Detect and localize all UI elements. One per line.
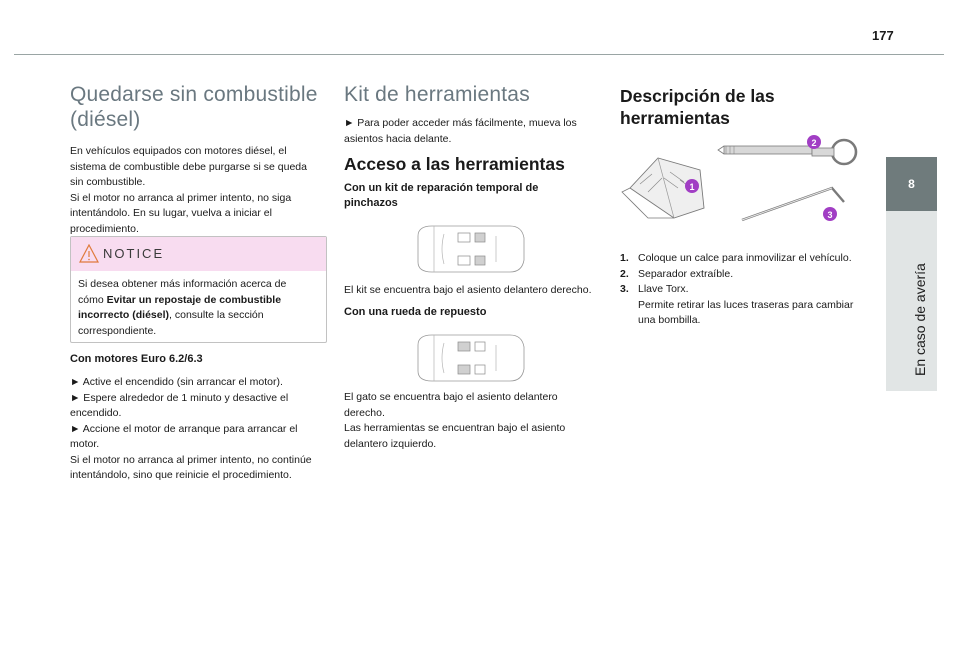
notice-line: correspondiente.: [78, 324, 157, 337]
notice-link[interactable]: Evitar un repostaje de combustible: [106, 293, 282, 306]
notice-text: , consulte la sección: [169, 309, 264, 321]
intro-line: procedimiento.: [70, 222, 139, 235]
engine-heading: Con motores Euro 6.2/6.3: [70, 353, 203, 365]
notice-header: [71, 237, 326, 271]
step-line: ► Active el encendido (sin arrancar el motor).: [70, 376, 283, 388]
vehicle-top-view-kit: [414, 222, 526, 276]
list-number: 3.: [620, 283, 629, 295]
intro-line: ► Para poder acceder más fácilmente, mueva los: [344, 117, 577, 129]
list-item: [620, 282, 870, 298]
list-item: [620, 267, 870, 283]
spare-line: derecho.: [344, 406, 385, 419]
notice-line: Si desea obtener más información acerca de: [78, 278, 287, 290]
marker-1: [685, 179, 699, 193]
repair-kit-heading: [344, 181, 606, 211]
spare-line: delantero izquierdo.: [344, 437, 437, 450]
spare-line: Las herramientas se encuentran bajo el asiento: [344, 422, 566, 434]
towing-eye-icon: [718, 140, 856, 164]
step-line: ► Espere alrededor de 1 minuto y desactive el: [70, 391, 289, 404]
intro-line: En vehículos equipados con motores diésel, el: [70, 145, 287, 157]
section-tool-description: [620, 85, 868, 129]
list-text: Llave Torx.: [638, 283, 689, 295]
step-line: encendido.: [70, 407, 122, 419]
notice-box: [70, 236, 327, 343]
section-fuel-out: [70, 82, 328, 237]
list-text: Coloque un calce para inmovilizar el vehículo.: [638, 252, 852, 264]
engine-section: [70, 352, 328, 484]
fuel-out-title-1: Quedarse sin combustible: [70, 83, 318, 106]
marker-2: [807, 135, 821, 149]
marker-3: [823, 207, 837, 221]
repair-kit-location: El kit se encuentra bajo el asiento delantero derecho.: [344, 284, 592, 296]
notice-text: cómo: [78, 293, 107, 306]
notice-line: [78, 308, 318, 324]
fuel-out-title-2: (diésel): [70, 108, 141, 131]
notice-link[interactable]: incorrecto (diésel): [78, 309, 170, 321]
list-number: 1.: [620, 252, 629, 264]
tools-list: [620, 251, 870, 329]
intro-line: Si el motor no arranca al primer intento, no siga: [70, 191, 292, 204]
section-tool-kit: [344, 82, 606, 147]
step-line: Si el motor no arranca al primer intento, no continúe: [70, 453, 312, 466]
top-rule: [14, 54, 944, 55]
intro-line: sin combustible.: [70, 176, 146, 188]
step-line: intentándolo, sino que reinicie el procedimiento.: [70, 469, 292, 481]
notice-title: NOTICE: [103, 246, 165, 261]
repair-kit-heading-line: pinchazos: [344, 197, 398, 209]
notice-line: [78, 293, 318, 309]
list-text: Separador extraíble.: [638, 267, 734, 280]
tool-kit-title: Kit de herramientas: [344, 83, 530, 106]
intro-line: intentándolo. En su lugar, vuelva a iniciar el: [70, 207, 272, 219]
spare-wheel-heading: Con una rueda de repuesto: [344, 306, 487, 318]
chapter-title: En caso de avería: [912, 263, 928, 376]
tool-desc-title-2: herramientas: [620, 108, 730, 128]
access-subtitle: Acceso a las herramientas: [344, 154, 565, 174]
chapter-label: [895, 256, 928, 376]
notice-body: [78, 277, 318, 339]
chapter-tab[interactable]: 8: [886, 157, 937, 211]
spare-wheel-location: [344, 390, 606, 452]
vehicle-top-view-spare: [414, 331, 526, 385]
tool-desc-title-1: Descripción de las: [620, 86, 775, 106]
marker-3-label: 3: [827, 210, 833, 220]
tools-illustration: [618, 130, 870, 232]
list-item: [620, 251, 870, 267]
intro-line: asientos hacia delante.: [344, 132, 452, 145]
warning-icon: [79, 244, 99, 263]
torx-note: una bombilla.: [638, 314, 701, 326]
page-number: 177: [872, 28, 894, 43]
spare-line: El gato se encuentra bajo el asiento delantero: [344, 391, 558, 403]
repair-kit-heading-line: Con un kit de reparación temporal de: [344, 182, 539, 194]
intro-line: sistema de combustible debe purgarse si se queda: [70, 160, 307, 173]
step-line: ► Accione el motor de arranque para arrancar el: [70, 422, 298, 435]
marker-2-label: 2: [811, 138, 817, 148]
step-line: motor.: [70, 438, 100, 450]
torx-note: Permite retirar las luces traseras para cambiar: [638, 298, 854, 311]
marker-1-label: 1: [689, 182, 695, 192]
list-number: 2.: [620, 267, 629, 280]
